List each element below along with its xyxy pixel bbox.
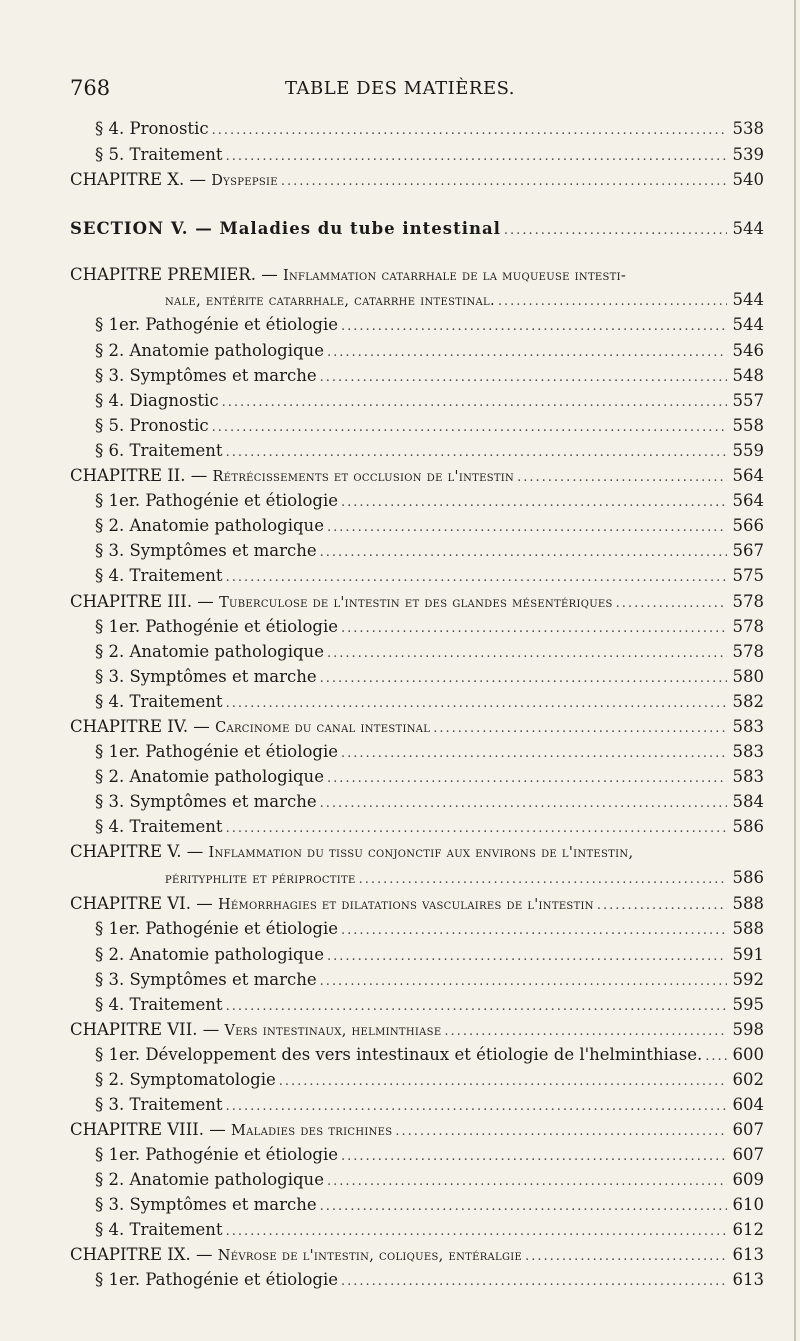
toc-page-number: 575	[732, 566, 764, 585]
toc-entry	[95, 766, 764, 788]
toc-entry-label: § 4. Traitement	[95, 566, 223, 585]
leader-dots	[320, 1196, 727, 1218]
toc-entry	[95, 365, 764, 387]
toc-entry-label: § 3. Symptômes et marche	[95, 970, 317, 989]
leader-dots	[341, 316, 727, 338]
toc-entry-label: § 4. Pronostic	[95, 119, 209, 138]
toc-page-number: 607	[732, 1145, 764, 1164]
leader-dots	[597, 895, 727, 917]
leader-dots	[327, 1171, 727, 1193]
toc-entry	[95, 314, 764, 336]
leader-dots	[226, 567, 727, 589]
leader-dots	[327, 946, 727, 968]
leader-dots	[341, 920, 727, 942]
toc-entry-title: Inflammation catarrhale de la muqueuse intesti-	[282, 268, 627, 284]
toc-entry	[95, 994, 764, 1016]
toc-page-number: 613	[732, 1270, 764, 1289]
toc-entry-label: CHAPITRE X. — Dyspepsie	[70, 170, 278, 189]
toc-entry	[95, 1269, 764, 1291]
toc-entry-label: § 1er. Pathogénie et étiologie	[95, 315, 339, 334]
toc-entry-title: Rétrécissements et occlusion de l'intestin	[212, 469, 515, 485]
toc-entry	[95, 1094, 764, 1116]
toc-entry	[70, 218, 764, 240]
toc-page-number: 580	[732, 667, 764, 686]
leader-dots	[226, 442, 727, 464]
toc-entry-label: CHAPITRE II. — Rétrécissements et occlusion de l'intestin	[70, 466, 515, 485]
toc-entry	[95, 340, 764, 362]
toc-page-number: 558	[732, 416, 764, 435]
toc-entry-title: Vers intestinaux, helminthiase	[224, 1023, 442, 1039]
leader-dots	[395, 1121, 727, 1143]
toc-entry-title: Inflammation du tissu conjonctif aux environs de l'intestin,	[208, 845, 634, 861]
toc-page-number: 610	[732, 1195, 764, 1214]
toc-page-number: 602	[732, 1070, 764, 1089]
toc-page-number: 613	[732, 1245, 764, 1264]
toc-page-number: 586	[732, 817, 764, 836]
toc-entry-label: § 3. Symptômes et marche	[95, 366, 317, 385]
toc-entry-title: pérityphlite et périproctite	[165, 871, 356, 887]
toc-entry-label: § 2. Anatomie pathologique	[95, 1170, 324, 1189]
toc-entry	[95, 918, 764, 940]
leader-dots	[226, 1096, 727, 1118]
toc-page-number: 600	[732, 1045, 764, 1064]
toc-entry-title: nale, entérite catarrhale, catarrhe intestinal.	[165, 293, 495, 309]
toc-page-number: 566	[732, 516, 764, 535]
toc-entry-label: § 2. Anatomie pathologique	[95, 642, 324, 661]
leader-dots	[281, 171, 727, 193]
leader-dots	[320, 971, 727, 993]
leader-dots	[226, 996, 727, 1018]
toc-entry-label: SECTION V. — Maladies du tube intestinal	[70, 219, 501, 238]
toc-entry	[95, 944, 764, 966]
toc-entry	[95, 691, 764, 713]
page-edge-line	[794, 0, 796, 1341]
leader-dots	[327, 517, 727, 539]
leader-dots	[341, 743, 727, 765]
toc-page-number: 583	[732, 742, 764, 761]
page-header	[0, 76, 800, 102]
toc-entry	[95, 641, 764, 663]
toc-page-number: 546	[732, 341, 764, 360]
toc-entry-label: § 4. Traitement	[95, 692, 223, 711]
toc-page-number: 598	[732, 1020, 764, 1039]
leader-dots	[517, 467, 727, 489]
leader-dots	[525, 1246, 727, 1268]
toc-entry	[95, 540, 764, 562]
toc-entry-title: Carcinome du canal intestinal	[215, 720, 431, 736]
toc-entry-label: § 4. Traitement	[95, 817, 223, 836]
leader-dots	[504, 220, 727, 242]
toc-entry-label: § 3. Symptômes et marche	[95, 667, 317, 686]
toc-page-number: 540	[732, 170, 764, 189]
leader-dots	[341, 618, 727, 640]
toc-entry	[70, 893, 764, 915]
toc-page-number: 592	[732, 970, 764, 989]
toc-entry	[95, 1144, 764, 1166]
leader-dots	[327, 342, 727, 364]
toc-entry	[70, 841, 764, 863]
leader-dots	[226, 693, 727, 715]
page-number: 768	[70, 76, 111, 100]
toc-entry	[95, 1194, 764, 1216]
toc-entry-title: Tuberculose de l'intestin et des glandes mésentériques	[219, 595, 613, 611]
toc-entry	[95, 440, 764, 462]
leader-dots	[341, 1271, 727, 1293]
toc-entry-title: Dyspepsie	[211, 173, 278, 189]
leader-dots	[222, 392, 727, 414]
toc-entry	[70, 1119, 764, 1141]
leader-dots	[341, 492, 727, 514]
toc-page-number: 607	[732, 1120, 764, 1139]
toc-entry-label	[165, 867, 356, 890]
toc-entry	[95, 390, 764, 412]
toc-entry-title: Maladies des trichines	[230, 1123, 393, 1139]
toc-entry	[95, 791, 764, 813]
leader-dots	[444, 1021, 727, 1043]
toc-entry	[95, 415, 764, 437]
toc-entry-label	[165, 289, 495, 312]
leader-dots	[320, 793, 727, 815]
toc-entry-label: § 1er. Pathogénie et étiologie	[95, 617, 339, 636]
toc-page-number: 559	[732, 441, 764, 460]
toc-entry-label: § 6. Traitement	[95, 441, 223, 460]
toc-entry	[95, 741, 764, 763]
toc-entry-label: § 2. Anatomie pathologique	[95, 767, 324, 786]
toc-entry	[95, 1044, 764, 1066]
toc-entry-label: § 3. Symptômes et marche	[95, 1195, 317, 1214]
toc-entry-label: CHAPITRE V. — Inflammation du tissu conjonctif aux environs de l'intestin,	[70, 842, 634, 861]
toc-page-number: 591	[732, 945, 764, 964]
toc-page-number: 539	[732, 145, 764, 164]
toc-page-number: 583	[732, 717, 764, 736]
toc-entry	[70, 465, 764, 487]
toc-entry-label: § 1er. Développement des vers intestinaux et étiologie de l'helminthiase.	[95, 1045, 703, 1064]
toc-entry-label: CHAPITRE VI. — Hémorrhagies et dilatations vasculaires de l'intestin	[70, 894, 594, 913]
toc-page-number: 564	[732, 466, 764, 485]
toc-entry	[95, 1069, 764, 1091]
leader-dots	[279, 1071, 727, 1093]
leader-dots	[433, 718, 727, 740]
toc-entry	[70, 1019, 764, 1041]
toc-entry	[165, 289, 764, 311]
toc-entry-label: CHAPITRE VII. — Vers intestinaux, helminthiase	[70, 1020, 442, 1039]
toc-entry	[95, 515, 764, 537]
toc-page-number: 588	[732, 919, 764, 938]
toc-page-number: 538	[732, 119, 764, 138]
toc-entry-title: Hémorrhagies et dilatations vasculaires de l'intestin	[217, 897, 594, 913]
toc-entry	[95, 490, 764, 512]
toc-entry-label: CHAPITRE IX. — Névrose de l'intestin, coliques, entéralgie	[70, 1245, 523, 1264]
toc-page-number: 548	[732, 366, 764, 385]
toc-page-number: 588	[732, 894, 764, 913]
leader-dots	[616, 593, 727, 615]
toc-entry	[70, 716, 764, 738]
toc-entry-label: § 2. Anatomie pathologique	[95, 516, 324, 535]
leader-dots	[327, 768, 727, 790]
leader-dots	[226, 146, 727, 168]
toc-page-number: 557	[732, 391, 764, 410]
toc-entry-label: § 2. Anatomie pathologique	[95, 945, 324, 964]
toc-entry-label: § 1er. Pathogénie et étiologie	[95, 1270, 339, 1289]
toc-page-number: 578	[732, 642, 764, 661]
toc-page-number: 604	[732, 1095, 764, 1114]
toc-page-number: 578	[732, 592, 764, 611]
toc-entry	[95, 666, 764, 688]
toc-entry	[165, 867, 764, 889]
toc-page-number: 544	[732, 315, 764, 334]
toc-entry	[95, 565, 764, 587]
toc-entry-label: CHAPITRE PREMIER. — Inflammation catarrhale de la muqueuse intesti-	[70, 265, 627, 284]
toc-entry	[70, 591, 764, 613]
toc-entry-label: § 1er. Pathogénie et étiologie	[95, 742, 339, 761]
toc-entry-label: § 3. Symptômes et marche	[95, 792, 317, 811]
toc-entry	[70, 1244, 764, 1266]
leader-dots	[320, 542, 727, 564]
toc-page-number: 567	[732, 541, 764, 560]
toc-entry-label: § 4. Diagnostic	[95, 391, 219, 410]
toc-page-number: 582	[732, 692, 764, 711]
toc-page-number: 584	[732, 792, 764, 811]
leader-dots	[705, 1046, 727, 1068]
leader-dots	[498, 291, 727, 313]
toc-entry	[95, 1169, 764, 1191]
toc-page-number: 544	[732, 290, 764, 309]
toc-entry-label: § 2. Anatomie pathologique	[95, 341, 324, 360]
toc-entry-label: § 1er. Pathogénie et étiologie	[95, 919, 339, 938]
leader-dots	[226, 1221, 727, 1243]
toc-entry-label: § 5. Traitement	[95, 145, 223, 164]
toc-page-number: 612	[732, 1220, 764, 1239]
toc-page-number: 595	[732, 995, 764, 1014]
toc-page-number: 583	[732, 767, 764, 786]
toc-entry-label: § 3. Symptômes et marche	[95, 541, 317, 560]
leader-dots	[327, 643, 727, 665]
toc-entry	[95, 1219, 764, 1241]
toc-entry	[95, 816, 764, 838]
toc-entry	[95, 969, 764, 991]
leader-dots	[212, 417, 727, 439]
leader-dots	[212, 120, 727, 142]
toc-entry	[70, 264, 764, 286]
toc-entry-title: Névrose de l'intestin, coliques, entéralgie	[217, 1248, 523, 1264]
toc-entry-label: § 4. Traitement	[95, 1220, 223, 1239]
toc-entry	[95, 144, 764, 166]
leader-dots	[320, 367, 727, 389]
toc-entry-label: § 1er. Pathogénie et étiologie	[95, 491, 339, 510]
toc-entry-label: § 5. Pronostic	[95, 416, 209, 435]
toc-entry	[95, 118, 764, 140]
toc-page-number: 564	[732, 491, 764, 510]
toc-entry	[95, 616, 764, 638]
toc-entry-label: § 2. Symptomatologie	[95, 1070, 276, 1089]
leader-dots	[341, 1146, 727, 1168]
toc-page-number: 586	[732, 868, 764, 887]
toc-page-number: 609	[732, 1170, 764, 1189]
running-title: TABLE DES MATIÈRES.	[285, 78, 515, 99]
toc-page-number: 544	[732, 219, 764, 238]
toc-entry-label: CHAPITRE IV. — Carcinome du canal intestinal	[70, 717, 431, 736]
toc-entry-label: CHAPITRE III. — Tuberculose de l'intestin et des glandes mésentériques	[70, 592, 613, 611]
leader-dots	[320, 668, 727, 690]
toc-entry-label: § 1er. Pathogénie et étiologie	[95, 1145, 339, 1164]
leader-dots	[359, 869, 727, 891]
toc-page-number: 578	[732, 617, 764, 636]
toc-entry-label: CHAPITRE VIII. — Maladies des trichines	[70, 1120, 393, 1139]
toc-entry	[70, 169, 764, 191]
leader-dots	[226, 818, 727, 840]
toc-entry-label: § 4. Traitement	[95, 995, 223, 1014]
toc-entry-label: § 3. Traitement	[95, 1095, 223, 1114]
